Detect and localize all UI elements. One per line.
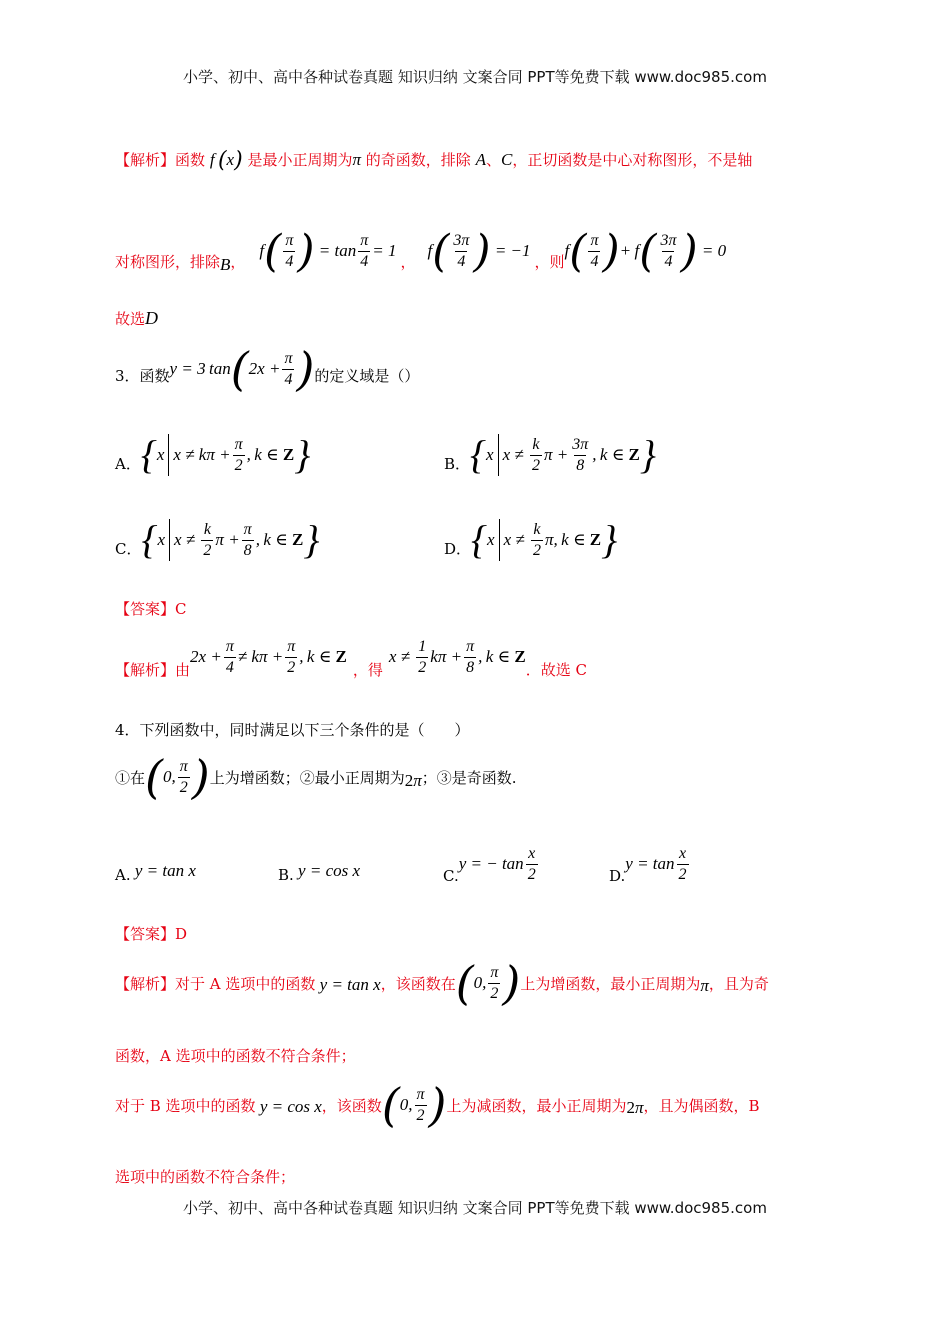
math-fx: f (x) [209,148,243,174]
q3-analysis: 【解析】 由 2 x + $\frac{\pi}{4}$ ≠ k π + $\frac{\pi}{2}$ , k ∈ Z ，得 x ≠ $\frac{1}{2}$ k π + $\frac{\pi}{8}$ , k ∈ Z ．故选 C [115,637,587,679]
q3-option-c[interactable]: C． { x x ≠ $\frac{k}{2}$ π + $\frac{\pi}{8}$ , k ∈ Z } [115,517,320,562]
q4-conditions: ①在 ( 0, $\frac{\pi}{2}$ ) 上为增函数；②最小正周期为 2π ；③是奇函数. [115,750,517,804]
q4-analysis-a-cont: 函数，A 选项中的函数不符合条件； [115,1047,356,1065]
math-f-sum: f ( $\frac{\pi}{4}$ ) + f ( $\frac{3\pi}{4}$ ) = 0 [564,225,727,277]
analysis-tag: 【解析】 [115,151,176,169]
q4-option-d[interactable]: D. y = tan $\frac{x}{2}$ [609,844,687,885]
q4-analysis-b: 对于 B 选项中的函数 y = cos x ，该函数 ( 0, $\frac{\pi}{2}$ ) 上为减函数，最小正周期为 2π ，且为偶函数，B [115,1078,760,1132]
q3-answer: 【答案】C [115,600,187,618]
q3-stem: 3．函数 y = 3 tan ( 2 x + $\frac{\pi}{4}$ ) 的定义域是（） [115,342,420,396]
q3-option-d[interactable]: D． { x x ≠ $\frac{k}{2}$ π, k ∈ Z } [444,517,618,562]
q4-option-c[interactable]: C. y = − tan $\frac{x}{2}$ [443,844,536,885]
q4-option-b[interactable]: B. y = cos x [278,861,361,884]
q2-analysis-line2: 对称图形，排除 B ， f ( $\frac{\pi}{4}$ ) = tan $\frac{\pi}{4}$ = 1 ， f ( $\frac{3\pi}{4}$ ) = −1 ，则 f ( $\frac{\pi}{4}$ ) + f ( $\frac{3\pi}{4}$ ) = 0 [115,225,727,277]
math-f-pi4: f ( $\frac{\pi}{4}$ ) = tan $\frac{\pi}{4}$ = 1 [259,225,397,277]
page-header: 小学、初中、高中各种试卷真题 知识归纳 文案合同 PPT等免费下载 www.doc985.com [183,68,767,86]
q4-analysis-a: 【解析】 对于 A 选项中的函数 y = tan x ，该函数在 ( 0, $\frac{\pi}{2}$ ) 上为增函数，最小正周期为 π ，且为奇 [115,956,769,1010]
q3-option-b[interactable]: B． { x x ≠ $\frac{k}{2}$ π + $\frac{3\pi}{8}$ , k ∈ Z } [444,432,656,477]
q4-answer: 【答案】D [115,925,188,943]
page-footer: 小学、初中、高中各种试卷真题 知识归纳 文案合同 PPT等免费下载 www.doc985.com [183,1199,767,1217]
math-f-3pi4: f ( $\frac{3\pi}{4}$ ) = −1 [427,225,531,277]
q4-analysis-b-cont: 选项中的函数不符合条件； [115,1168,296,1186]
math-y-3tan: y = 3 tan ( 2 x + $\frac{\pi}{4}$ ) [169,342,315,396]
q4-option-a[interactable]: A. y = tan x [115,861,196,884]
q2-analysis-line1: 【解析】函数 f (x) 是最小正周期为π 的奇函数，排除 A、C，正切函数是中心对称图形，不是轴 [115,148,753,174]
q4-stem: 4．下列函数中，同时满足以下三个条件的是（ ） [115,721,470,739]
q2-conclusion: 故选D [115,308,159,328]
q3-option-a[interactable]: A． { x x ≠ k π + $\frac{\pi}{2}$ , k ∈ Z } [115,432,311,477]
